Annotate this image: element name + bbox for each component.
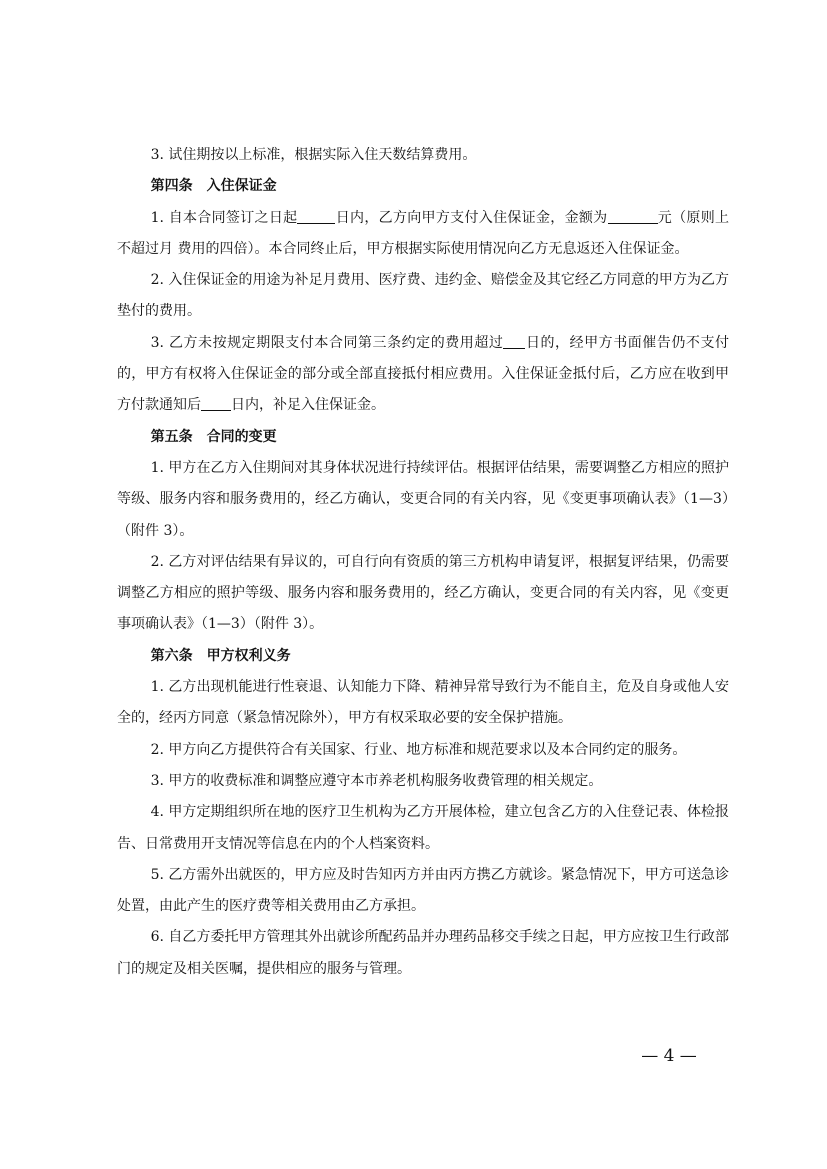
paragraph-rights-3: 3. 甲方的收费标准和调整应遵守本市养老机构服务收费管理的相关规定。 [150,772,603,789]
heading-article-5: 第五条 合同的变更 [150,428,277,445]
paragraph-change-2: 2. 乙方对评估结果有异议的，可自行向有资质的第三方机构申请复评，根据复评结果，仍需要调整乙方相应的照护等级、服务内容和服务费用的，经乙方确认，变更合同的有关内容，见《变更事项确认表》（1—3）（附件 3）。 [117,553,729,633]
fill-in-days-blank[interactable] [297,209,335,224]
contract-body [117,140,729,985]
paragraph-rights-4: 4. 甲方定期组织所在地的医疗卫生机构为乙方开展体检，建立包含乙方的入住登记表、体检报告、日常费用开支情况等信息在内的个人档案资料。 [117,804,729,852]
page-number: — 4 — [641,1046,697,1066]
heading-article-4: 第四条 入住保证金 [150,178,277,195]
paragraph-change-1: 1. 甲方在乙方入住期间对其身体状况进行持续评估。根据评估结果，需要调整乙方相应的照护等级、服务内容和服务费用的，经乙方确认，变更合同的有关内容，见《变更事项确认表》（1—3）（附件 3）。 [117,459,729,539]
fill-in-overdue-days-blank[interactable] [503,334,525,349]
fill-in-refill-days-blank[interactable] [201,396,231,411]
heading-article-6: 第六条 甲方权利义务 [150,647,291,664]
paragraph-rights-6: 6. 自乙方委托甲方管理其外出就诊所配药品并办理药品移交手续之日起，甲方应按卫生行政部门的规定及相关医嘱，提供相应的服务与管理。 [117,929,729,977]
paragraph-deposit-1: 1. 自本合同签订之日起 日内，乙方向甲方支付入住保证金，金额为 元（原则上不超过月 费用的四倍）。本合同终止后，甲方根据实际使用情况向乙方无息返还入住保证金。 [117,209,730,257]
paragraph-trial-fee: 3. 试住期按以上标准，根据实际入住天数结算费用。 [150,147,477,163]
paragraph-rights-2: 2. 甲方向乙方提供符合有关国家、行业、地方标准和规范要求以及本合同约定的服务。 [150,741,687,758]
paragraph-rights-5: 5. 乙方需外出就医的，甲方应及时告知丙方并由丙方携乙方就诊。紧急情况下，甲方可送急诊处置，由此产生的医疗费等相关费用由乙方承担。 [117,866,729,915]
fill-in-amount-blank[interactable] [608,209,658,224]
paragraph-deposit-3: 3. 乙方未按规定期限支付本合同第三条约定的费用超过 日的，经甲方书面催告仍不支付的，甲方有权将入住保证金的部分或全部直接抵付相应费用。入住保证金抵付后，乙方应在收到甲方付款通知后 日内，补足入住保证金。 [117,334,730,414]
paragraph-rights-1: 1. 乙方出现机能进行性衰退、认知能力下降、精神异常导致行为不能自主，危及自身或他人安全的，经丙方同意（紧急情况除外），甲方有权采取必要的安全保护措施。 [117,679,729,727]
paragraph-deposit-2: 2. 入住保证金的用途为补足月费用、医疗费、违约金、赔偿金及其它经乙方同意的甲方为乙方垫付的费用。 [117,272,729,320]
